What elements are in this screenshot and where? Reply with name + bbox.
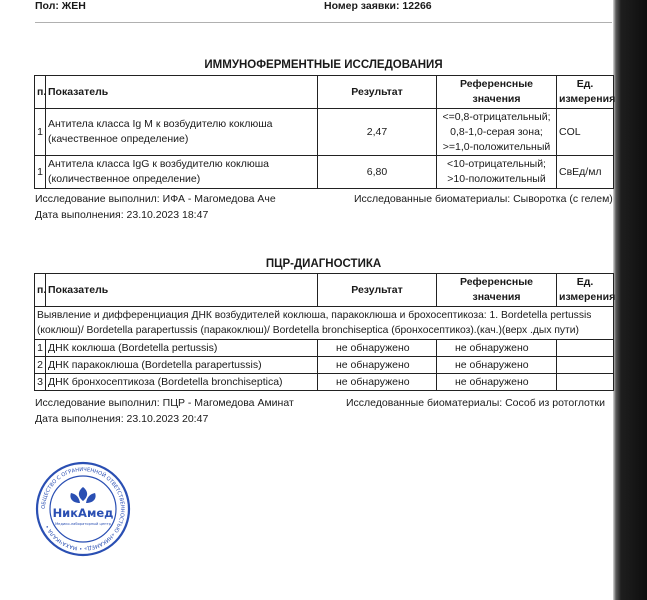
table-row bbox=[35, 357, 614, 374]
row-result: 6,80 bbox=[318, 156, 437, 189]
row-unit bbox=[557, 374, 614, 391]
col-unit: Ед. измерения bbox=[557, 76, 614, 109]
col-reference: Референсные значения bbox=[437, 76, 557, 109]
col-num: п. bbox=[35, 76, 46, 109]
row-result: не обнаружено bbox=[318, 357, 437, 374]
col-num: п. bbox=[35, 274, 46, 307]
row-num: 2 bbox=[35, 357, 46, 374]
row-reference: <10-отрицательный; >10-положительный bbox=[437, 156, 557, 189]
table-row bbox=[35, 340, 614, 357]
row-num: 1 bbox=[35, 109, 46, 156]
ifa-table-header bbox=[35, 76, 614, 109]
stamp-ring-text: ОБЩЕСТВО С ОГРАНИЧЕННОЙ ОТВЕТСТВЕННОСТЬЮ «НИКАМЕД» • МАХАЧКАЛА • bbox=[40, 466, 126, 552]
row-indicator: ДНК паракоклюша (Bordetella parapertussis) bbox=[46, 357, 318, 374]
row-indicator: ДНК бронхосептикоза (Bordetella bronchiseptica) bbox=[46, 374, 318, 391]
row-unit: COL bbox=[557, 109, 614, 156]
row-indicator: Антитела класса IgG к возбудителю коклюша (количественное определение) bbox=[46, 156, 318, 189]
stamp-subtitle: Медико-лабораторный центр bbox=[55, 522, 111, 526]
col-result: Результат bbox=[318, 274, 437, 307]
stamp-brand: НикАмед bbox=[52, 506, 114, 520]
row-reference: не обнаружено bbox=[437, 340, 557, 357]
pcr-section-title: ПЦР-ДИАГНОСТИКА bbox=[265, 258, 382, 270]
pcr-performed-by: Исследование выполнил: ПЦР - Магомедова Аминат bbox=[35, 397, 294, 409]
row-num: 1 bbox=[35, 156, 46, 189]
header-divider bbox=[35, 22, 612, 23]
order-number: Номер заявки: 12266 bbox=[324, 0, 432, 12]
pcr-group-row bbox=[35, 307, 614, 340]
col-indicator: Показатель bbox=[46, 274, 318, 307]
table-row bbox=[35, 109, 614, 156]
ifa-performed-by: Исследование выполнил: ИФА - Магомедова Аче bbox=[35, 193, 276, 205]
pcr-biomaterial: Исследованные биоматериалы: Сособ из ротоглотки bbox=[346, 397, 605, 409]
ifa-biomaterial: Исследованные биоматериалы: Сыворотка (с гелем) bbox=[354, 193, 613, 205]
stamp-logo-icon bbox=[70, 487, 95, 503]
row-unit bbox=[557, 357, 614, 374]
patient-gender: Пол: ЖЕН bbox=[35, 0, 86, 12]
pcr-results-table bbox=[34, 273, 614, 391]
row-num: 3 bbox=[35, 374, 46, 391]
pcr-group-description: Выявление и дифференциация ДНК возбудителей коклюша, паракоклюша и брохосептикоза: 1. Bordetella pertussis (коклюш)/ Bordetella parapertussis (паракоклюш)/ Bordetella bronchiseptica (бронхосептикоз).(кач.)(верх .дых пути) bbox=[35, 307, 614, 340]
row-result: 2,47 bbox=[318, 109, 437, 156]
row-reference: <=0,8-отрицательный; 0,8-1,0-серая зона; >=1,0-положительный bbox=[437, 109, 557, 156]
row-reference: не обнаружено bbox=[437, 357, 557, 374]
row-num: 1 bbox=[35, 340, 46, 357]
report-header bbox=[35, 0, 610, 14]
pcr-table-header bbox=[35, 274, 614, 307]
col-reference: Референсные значения bbox=[437, 274, 557, 307]
ifa-completed-date: Дата выполнения: 23.10.2023 18:47 bbox=[35, 209, 209, 221]
scan-dark-edge bbox=[613, 0, 647, 600]
ifa-results-table bbox=[34, 75, 614, 189]
row-result: не обнаружено bbox=[318, 340, 437, 357]
row-indicator: ДНК коклюша (Bordetella pertussis) bbox=[46, 340, 318, 357]
col-indicator: Показатель bbox=[46, 76, 318, 109]
ifa-section-title: ИММУНОФЕРМЕНТНЫЕ ИССЛЕДОВАНИЯ bbox=[204, 59, 443, 71]
pcr-completed-date: Дата выполнения: 23.10.2023 20:47 bbox=[35, 413, 209, 425]
col-unit: Ед. измерения bbox=[557, 274, 614, 307]
row-unit bbox=[557, 340, 614, 357]
table-row bbox=[35, 156, 614, 189]
row-reference: не обнаружено bbox=[437, 374, 557, 391]
row-result: не обнаружено bbox=[318, 374, 437, 391]
company-stamp bbox=[35, 461, 131, 557]
row-indicator: Антитела класса Ig M к возбудителю коклюша (качественное определение) bbox=[46, 109, 318, 156]
col-result: Результат bbox=[318, 76, 437, 109]
row-unit: СвЕд/мл bbox=[557, 156, 614, 189]
table-row bbox=[35, 374, 614, 391]
